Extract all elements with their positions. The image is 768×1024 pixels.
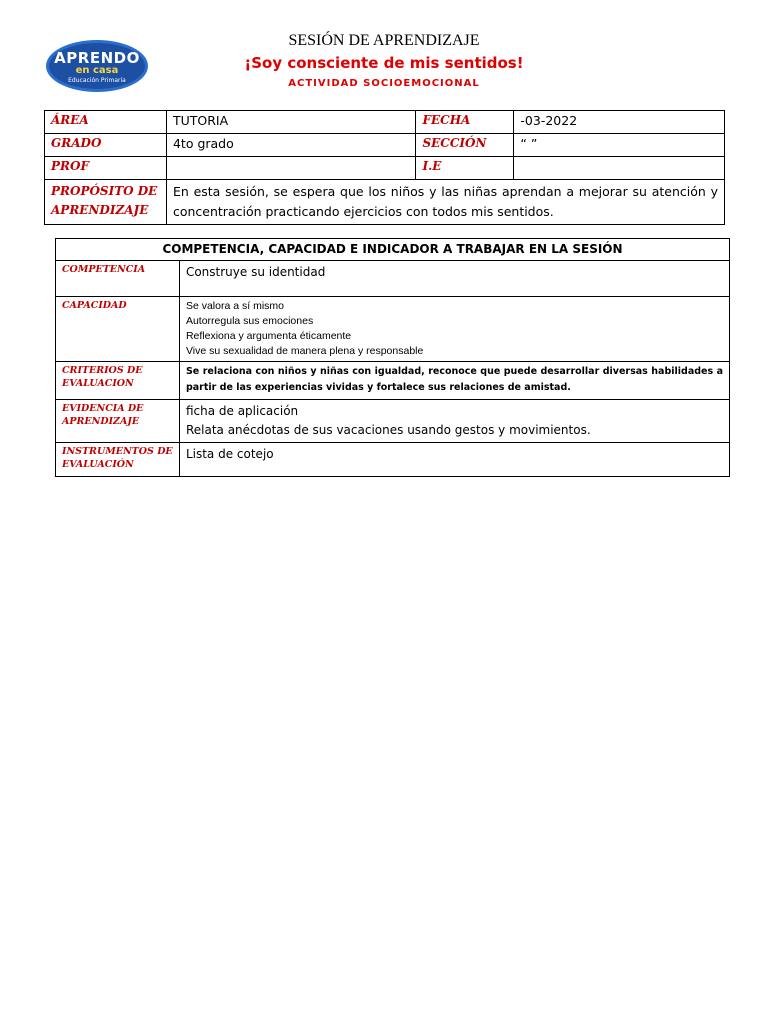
evidencia-list — [179, 400, 729, 443]
activity-label: ACTIVIDAD SOCIOEMOCIONAL — [288, 78, 480, 89]
logo-line2: en casa — [75, 65, 119, 76]
competencia-section-header: COMPETENCIA, CAPACIDAD E INDICADOR A TRABAJAR EN LA SESIÓN — [56, 239, 730, 261]
competencia-value: Construye su identidad — [179, 261, 729, 297]
grado-value: 4to grado — [166, 134, 416, 157]
capacidad-item: Reflexiona y argumenta éticamente — [185, 330, 352, 342]
competencia-label: COMPETENCIA — [56, 261, 180, 297]
area-label: ÁREA — [45, 111, 167, 134]
fecha-value: -03-2022 — [514, 111, 725, 134]
prof-value — [166, 157, 416, 180]
capacidad-item: Autorregula sus emociones — [185, 315, 314, 327]
instrumentos-label: INSTRUMENTOS DE EVALUACIÓN — [56, 443, 180, 477]
competencia-table — [55, 238, 730, 477]
proposito-label: PROPÓSITO DE APRENDIZAJE — [45, 180, 167, 225]
proposito-value: En esta sesión, se espera que los niños y las niñas aprendan a mejorar su atención y concentración practicando ejercicios con todos mis sentidos. — [166, 180, 724, 225]
ie-value — [514, 157, 725, 180]
ie-label: I.E — [416, 157, 514, 180]
capacidad-item: Se valora a sí mismo — [185, 300, 284, 312]
document-title: SESIÓN DE APRENDIZAJE — [288, 32, 480, 49]
session-info-table — [44, 110, 725, 225]
area-value: TUTORIA — [166, 111, 416, 134]
criterios-value: Se relaciona con niños y niñas con igualdad, reconoce que puede desarrollar diversas habilidades a partir de las experiencias vividas y fortalece sus relaciones de amistad. — [179, 362, 729, 400]
evidencia-item: ficha de aplicación — [185, 404, 299, 418]
logo-line1: APRENDO — [54, 49, 140, 67]
prof-label: PROF — [45, 157, 167, 180]
evidencia-label: EVIDENCIA DE APRENDIZAJE — [56, 400, 180, 443]
seccion-value: “ ” — [514, 134, 725, 157]
capacidad-item: Vive su sexualidad de manera plena y responsable — [185, 345, 424, 357]
criterios-label: CRITERIOS DE EVALUACION — [56, 362, 180, 400]
session-subtitle: ¡Soy consciente de mis sentidos! — [244, 54, 524, 72]
seccion-label: SECCIÓN — [416, 134, 514, 157]
capacidad-list — [179, 297, 729, 362]
logo-line3: Educación Primaria — [68, 77, 126, 84]
instrumentos-value: Lista de cotejo — [179, 443, 729, 477]
capacidad-label: CAPACIDAD — [56, 297, 180, 362]
fecha-label: FECHA — [416, 111, 514, 134]
grado-label: GRADO — [45, 134, 167, 157]
evidencia-item: Relata anécdotas de sus vacaciones usando gestos y movimientos. — [185, 423, 591, 437]
